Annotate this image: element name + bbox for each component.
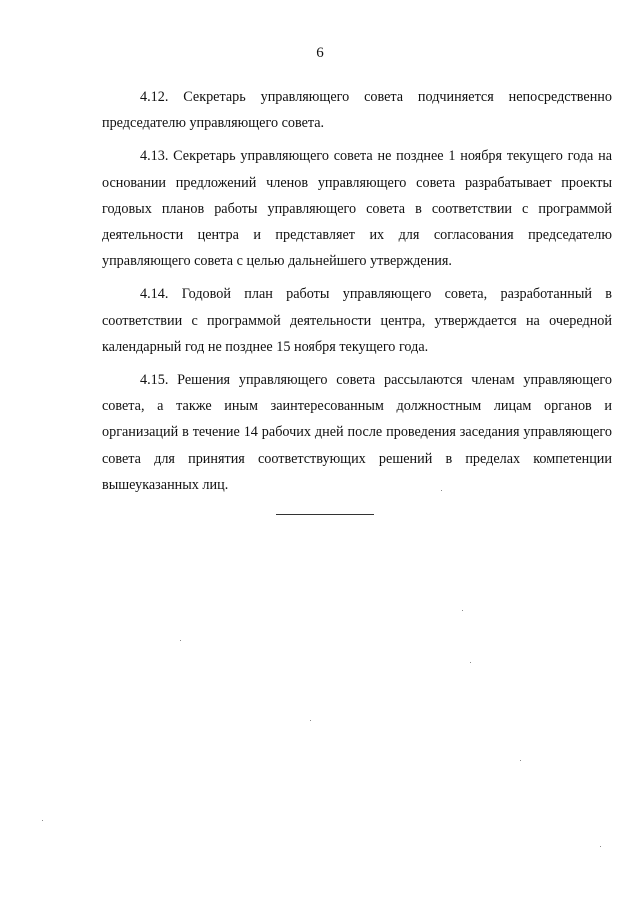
scan-speck [310, 720, 311, 721]
scan-speck [470, 662, 471, 663]
paragraph-4-14: 4.14. Годовой план работы управляющего совета, разработанный в соответствии с программой деятельности центра, утверждается на очередной календарный год не позднее 15 ноября текущего года. [102, 286, 612, 355]
scan-speck [180, 640, 181, 641]
paragraph-4-12: 4.12. Секретарь управляющего совета подчиняется непосредственно председателю управляющего совета. [102, 89, 612, 132]
end-separator-line [276, 514, 374, 515]
scan-speck [462, 610, 463, 611]
paragraph-4-15: 4.15. Решения управляющего совета рассылаются членам управляющего совета, а также иным заинтересованным должностным лицам органов и организаций в течение 14 рабочих дней после проведения заседания управляющего совета для принятия соответствующих решений в пределах компетенции вышеуказанных лиц. [102, 372, 612, 493]
document-body [102, 84, 612, 498]
scan-speck [42, 820, 43, 821]
paragraph-4-13: 4.13. Секретарь управляющего совета не позднее 1 ноября текущего года на основании предложений членов управляющего совета разрабатывает проекты годовых планов работы управляющего совета в соответствии с программой деятельности центра и представляет их для согласования председателю управляющего совета с целью дальнейшего утверждения. [102, 148, 612, 270]
page-number: 6 [316, 45, 324, 61]
scan-speck [600, 846, 601, 847]
scan-speck [520, 760, 521, 761]
scan-speck [441, 490, 442, 491]
